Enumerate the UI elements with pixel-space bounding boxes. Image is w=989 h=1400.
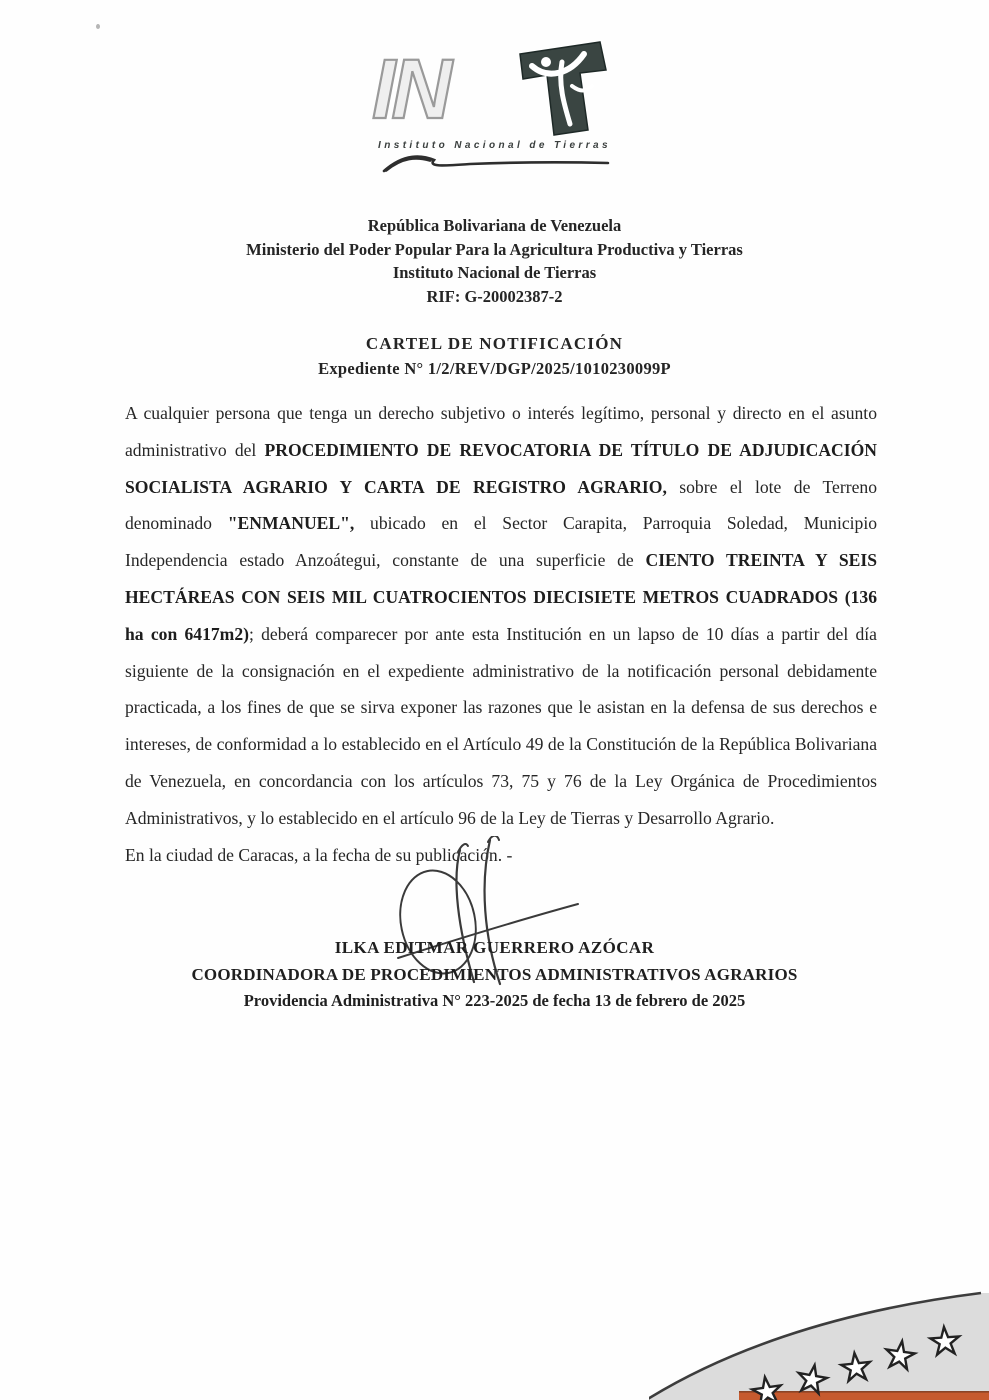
notification-body: [125, 395, 877, 873]
signer-role: COORDINADORA DE PROCEDIMIENTOS ADMINISTRATIVOS AGRARIOS: [191, 965, 798, 984]
letterhead-institute: Instituto Nacional de Tierras: [392, 263, 597, 282]
inti-logo-graphic: [370, 38, 620, 138]
body-seg-lot-name: "ENMANUEL",: [227, 513, 355, 534]
scan-artifact-speck: [96, 24, 100, 29]
providencia-line: Providencia Administrativa N° 223-2025 de fecha 13 de febrero de 2025: [243, 991, 746, 1010]
body-seg-7: ; deberá comparecer por ante esta Institución en un lapso de 10 días a partir del día siguiente de la consignación en el expediente administrativo de la notificación personal debidamente practicada, a los fines de que se sirva exponer las razones que le asistan en la defensa de sus derechos e intereses, de conformidad a lo establecido en el Artículo 49 de la Constitución de la República Bolivariana de Venezuela, en concordancia con los artículos 73, 75 y 76 de la Ley Orgánica de Procedimientos Administrativos, y lo establecido en el artículo 96 de la Ley de Tierras y Desarrollo Agrario.: [125, 623, 877, 828]
logo-swoosh-underline: [370, 149, 620, 175]
title-block: [0, 334, 989, 379]
logo-subtitle: Instituto Nacional de Tierras: [378, 140, 611, 151]
document-title: CARTEL DE NOTIFICACIÓN: [365, 334, 624, 353]
signer-name: ILKA EDITMAR GUERRERO AZÓCAR: [334, 938, 655, 957]
closing-line: En la ciudad de Caracas, a la fecha de su publicación. -: [125, 844, 513, 865]
inti-logo: [0, 38, 989, 175]
letterhead-ministry: Ministerio del Poder Popular Para la Agricultura Productiva y Tierras: [246, 239, 743, 259]
letterhead-rif: RIF: G-20002387-2: [426, 286, 563, 306]
body-seg-procedure: PROCEDIMIENTO DE REVOCATORIA DE TÍTULO DE ADJUDICACIÓN SOCIALISTA AGRARIO Y CARTA DE REGISTRO AGRARIO,: [125, 439, 877, 497]
expediente-number: Expediente N° 1/2/REV/DGP/2025/1010230099P: [318, 359, 671, 378]
letterhead-country: República Bolivariana de Venezuela: [367, 216, 622, 235]
logo-letters-in: IN: [371, 42, 448, 136]
logo-letter-t-block: [520, 42, 606, 135]
signature-block: [0, 938, 989, 1011]
venezuela-flag-stars-corner-icon: [649, 1282, 989, 1400]
body-seg-area: CIENTO TREINTA Y SEIS HECTÁREAS CON SEIS MIL CUATROCIENTOS DIECISIETE METROS CUADRADOS (136 ha con 6417m2): [125, 550, 877, 644]
body-seg-1: A cualquier persona que tenga un derecho subjetivo o interés legítimo, personal y directo en el asunto administrativo del: [125, 403, 877, 460]
body-paragraph: [125, 395, 877, 837]
letterhead: [0, 214, 989, 308]
body-seg-5: ubicado en el Sector Carapita, Parroquia Soledad, Municipio Independencia estado Anzoátegui, constante de una superficie de: [125, 513, 878, 571]
body-seg-3: sobre el lote de Terreno denominado: [125, 476, 877, 534]
